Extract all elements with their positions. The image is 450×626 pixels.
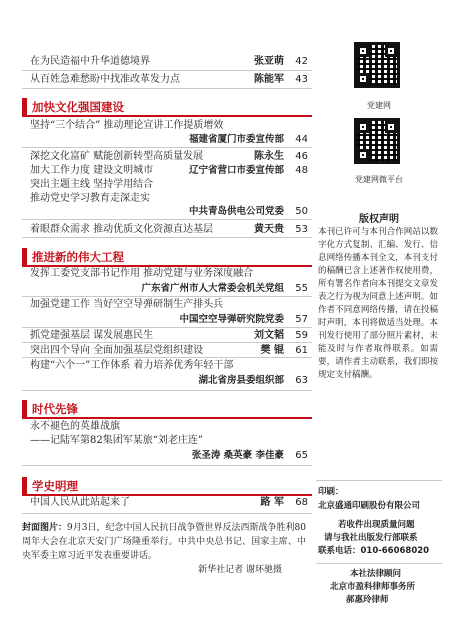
entry-title: 在为民造福中升华道德境界 (30, 56, 150, 67)
entry-divider (22, 390, 312, 391)
section-underline (22, 115, 312, 117)
divider (316, 563, 442, 564)
entry-page: 63 (295, 375, 308, 386)
entry-title: ——记陆军第82集团军某旅“刘老庄连” (30, 435, 203, 446)
entry-divider (22, 219, 312, 220)
legal-firm: 北京市盈科律师事务所 (330, 582, 416, 592)
section-title: 推进新的伟大工程 (32, 250, 124, 264)
section-marker (22, 98, 27, 116)
qr-code-icon (354, 42, 400, 88)
entry-author: 陈永生 (254, 151, 284, 162)
entry-title: 中国人民从此站起来了 (30, 497, 130, 508)
entry-author: 黄天贵 (254, 224, 284, 235)
entry-page: 50 (295, 206, 308, 217)
entry-title: 永不褪色的英雄战旗 (30, 421, 120, 432)
entry-divider (22, 342, 312, 343)
entry-page: 55 (295, 283, 308, 294)
cover-text: 9月3日，纪念中国人民抗日战争暨世界反法西斯战争胜利80周年大会在北京天安门广场隆重举行。中共中央总书记、国家主席、中央军委主席习近平发表重要讲话。 (22, 523, 306, 561)
entry-divider (22, 70, 312, 71)
entry-page: 68 (295, 497, 308, 508)
entry-page: 43 (295, 74, 308, 85)
entry-title: 抓党建强基层 谋发展惠民生 (30, 330, 154, 341)
cover-credit: 新华社记者 谢环驰摄 (198, 565, 282, 575)
section-marker (22, 400, 27, 418)
entry-divider (22, 357, 312, 358)
section-underline (22, 494, 312, 496)
quality-line-1: 若收件出现质量问题 (338, 520, 415, 530)
entry-title: 着眼群众需求 推动优质文化资源直达基层 (30, 224, 214, 235)
entry-title: 推动党史学习教育走深走实 (30, 193, 150, 204)
section-title: 学史明理 (32, 479, 78, 493)
entry-page: 42 (295, 56, 308, 67)
entry-page: 44 (295, 134, 308, 145)
entry-page: 57 (295, 314, 308, 325)
contact-phone: 联系电话：010-66068020 (318, 546, 430, 556)
print-label: 印刷： (318, 487, 344, 497)
entry-author: 中国空空导弹研究院党委 (179, 314, 284, 325)
section-header (22, 248, 312, 266)
entry-author: 中共青岛供电公司党委 (188, 206, 284, 217)
lawyer-name: 郝惠玲律师 (346, 595, 389, 605)
entry-title: 坚持“三个结合” 推动理论宣讲工作提质增效 (30, 120, 224, 131)
section-header (22, 477, 312, 495)
section-title: 时代先锋 (32, 402, 78, 416)
section-marker (22, 477, 27, 495)
entry-author: 陈能军 (254, 74, 284, 85)
legal-label: 本社法律顾问 (350, 569, 402, 579)
cover-caption (22, 521, 306, 577)
section-underline (22, 265, 312, 267)
entry-page: 61 (295, 345, 308, 356)
qr-code-icon (354, 118, 400, 164)
section-header (22, 400, 312, 418)
section-title: 加快文化强国建设 (32, 100, 124, 114)
entry-title: 构建“六个一”工作体系 着力培养优秀年轻干部 (30, 360, 234, 371)
entry-author: 辽宁省营口市委宣传部 (188, 165, 284, 176)
entry-divider (22, 327, 312, 328)
entry-author: 樊 锟 (260, 345, 284, 356)
entry-author: 路 军 (260, 497, 284, 508)
divider (316, 480, 442, 481)
entry-title: 加大工作力度 建设文明城市 (30, 165, 154, 176)
entry-author: 张亚萌 (254, 56, 284, 67)
entry-title: 发挥工委党支部书记作用 推动党建与业务深度融合 (30, 268, 254, 279)
qr1-label: 党建网 (367, 101, 391, 110)
cover-label: 封面图片： (22, 523, 68, 533)
section-header (22, 98, 312, 116)
printer-name: 北京盛通印刷股份有限公司 (318, 501, 421, 511)
entry-title: 突出主题主线 坚持学用结合 (30, 179, 154, 190)
entry-page: 48 (295, 165, 308, 176)
entry-title: 从百姓急难愁盼中找准改革发力点 (30, 74, 180, 85)
right-column (316, 0, 442, 626)
entry-divider (22, 237, 312, 238)
entry-title: 突出四个导向 全面加强基层党组织建设 (30, 345, 204, 356)
entry-author: 广东省广州市人大常委会机关党组 (141, 283, 284, 294)
entry-title: 深挖文化富矿 赋能创新转型高质量发展 (30, 151, 204, 162)
quality-line-2: 请与我社出版发行部联系 (324, 533, 418, 543)
entry-author: 张圣涛 桑英豪 李佳豪 (191, 450, 284, 461)
entry-divider (22, 296, 312, 297)
entry-divider (22, 513, 312, 514)
entry-page: 46 (295, 151, 308, 162)
entry-page: 59 (295, 330, 308, 341)
entry-divider (22, 88, 312, 89)
section-underline (22, 417, 312, 419)
entry-title: 加强党建工作 当好空空导弹研制生产排头兵 (30, 299, 224, 310)
entry-author: 刘文韬 (254, 330, 284, 341)
qr2-label: 党建网微平台 (355, 175, 403, 184)
section-marker (22, 248, 27, 266)
entry-divider (22, 465, 312, 466)
entry-divider (22, 147, 312, 148)
entry-author: 福建省厦门市委宣传部 (188, 134, 284, 145)
entry-page: 65 (295, 450, 308, 461)
entry-page: 53 (295, 224, 308, 235)
entry-author: 湖北省房县委组织部 (198, 375, 284, 386)
copyright-text: 本刊已许可与本刊合作网站以数字化方式复制、汇编、发行、信息网络传播本刊全文，本刊支付的稿酬已含上述著作权使用费，所有署名作者向本刊提交文章发表之行为视为同意上述声明。如作者不同意网络传播，请在投稿时声明，本刊将做适当处理。本刊发行使用了部分照片素材，未能及时与作者取得联系。如需要，请作者主动联系，我们即按规定支付稿酬。 (318, 227, 438, 380)
copyright-title: 版权声明 (359, 214, 399, 225)
